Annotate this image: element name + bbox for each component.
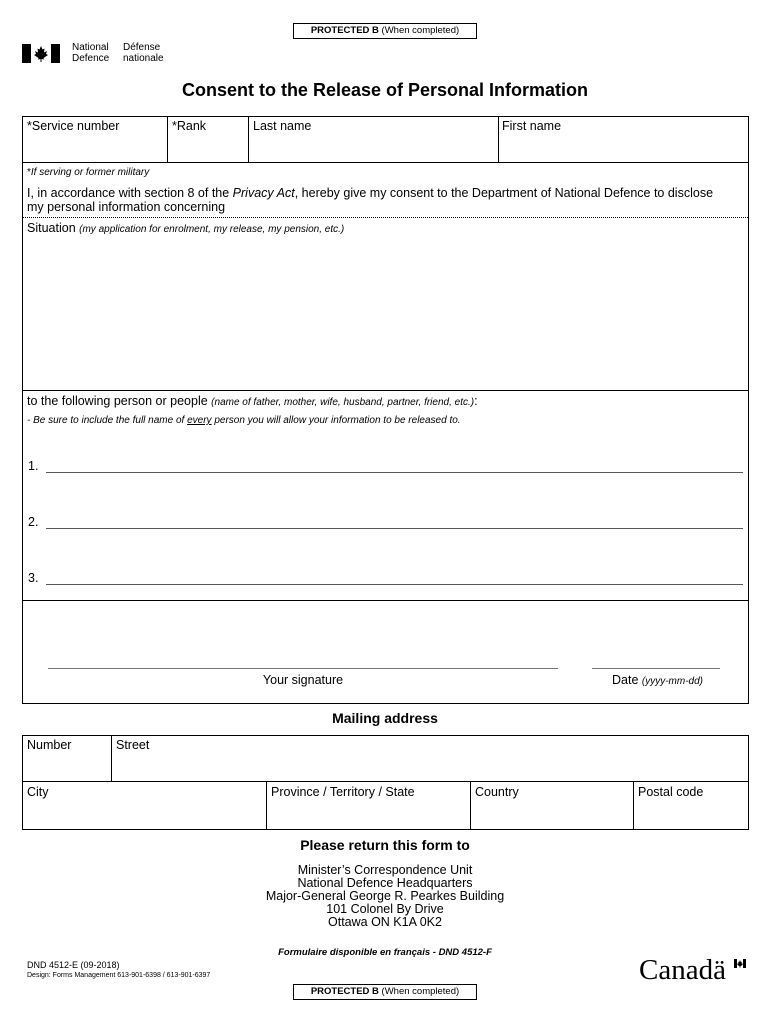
department-name-en: National Defence [72, 42, 110, 64]
signature-line[interactable] [48, 668, 558, 669]
province-label: Province / Territory / State [271, 785, 415, 799]
form-id: DND 4512-E (09-2018) [27, 960, 120, 970]
canada-flag-icon [22, 44, 60, 63]
form-title: Consent to the Release of Personal Information [181, 80, 589, 100]
province-field[interactable] [267, 800, 469, 827]
street-label: Street [116, 738, 150, 752]
recipients-note: - Be sure to include the full name of every person you will allow your information to be released to. [27, 415, 461, 426]
date-label: Date (yyyy-mm-dd) [612, 673, 703, 687]
rank-label: *Rank [172, 119, 207, 133]
return-address-line: Ottawa ON K1A 0K2 [328, 915, 442, 929]
return-address [0, 864, 770, 929]
recipients-label: to the following person or people (name of father, mother, wife, husband, partner, friend, etc.): [27, 394, 478, 408]
street-field[interactable] [112, 753, 746, 780]
protected-label-bottom: PROTECTED B (When completed) [293, 984, 477, 1000]
situation-field[interactable] [23, 237, 747, 389]
postal-code-field[interactable] [634, 800, 746, 827]
recipient-number-2: 2. [28, 515, 39, 529]
recipient-number-3: 3. [28, 571, 39, 585]
situation-label: Situation (my application for enrolment, my release, my pension, etc.) [27, 221, 345, 235]
return-address-line: Major-General George R. Pearkes Building [265, 889, 505, 903]
last-name-label: Last name [253, 119, 312, 133]
canada-wordmark-logo: Canadä [639, 954, 726, 986]
last-name-field[interactable] [249, 133, 497, 161]
design-note: Design: Forms Management 613-901-6398 / 613-901-6397 [27, 972, 211, 979]
date-line[interactable] [592, 668, 720, 669]
recipient-1-line[interactable] [46, 472, 743, 473]
country-field[interactable] [471, 800, 632, 827]
service-number-field[interactable] [23, 133, 166, 161]
return-title: Please return this form to [300, 837, 470, 853]
french-version-note: Formulaire disponible en français - DND 4512-F [278, 947, 492, 958]
postal-code-label: Postal code [638, 785, 704, 799]
first-name-label: First name [502, 119, 562, 133]
protected-label-top: PROTECTED B (When completed) [293, 23, 477, 39]
country-label: Country [475, 785, 519, 799]
department-name-fr: Défense nationale [123, 42, 164, 64]
city-field[interactable] [23, 800, 265, 827]
first-name-field[interactable] [499, 133, 746, 161]
number-label: Number [27, 738, 72, 752]
return-address-line: 101 Colonel By Drive [326, 902, 444, 916]
recipient-3-line[interactable] [46, 584, 743, 585]
recipient-2-line[interactable] [46, 528, 743, 529]
return-address-line: Minister’s Correspondence Unit [297, 863, 473, 877]
city-label: City [27, 785, 49, 799]
military-footnote: *If serving or former military [27, 167, 150, 178]
wordmark-flag-icon [734, 955, 746, 964]
consent-statement: I, in accordance with section 8 of the Privacy Act, hereby give my consent to the Department of National Defence to disclose my personal information concerning [27, 186, 714, 214]
service-number-label: *Service number [27, 119, 120, 133]
number-field[interactable] [23, 753, 110, 780]
return-address-line: National Defence Headquarters [297, 876, 473, 890]
recipient-number-1: 1. [28, 459, 39, 473]
signature-label: Your signature [262, 673, 344, 687]
mailing-address-title: Mailing address [332, 710, 438, 726]
rank-field[interactable] [168, 133, 247, 161]
